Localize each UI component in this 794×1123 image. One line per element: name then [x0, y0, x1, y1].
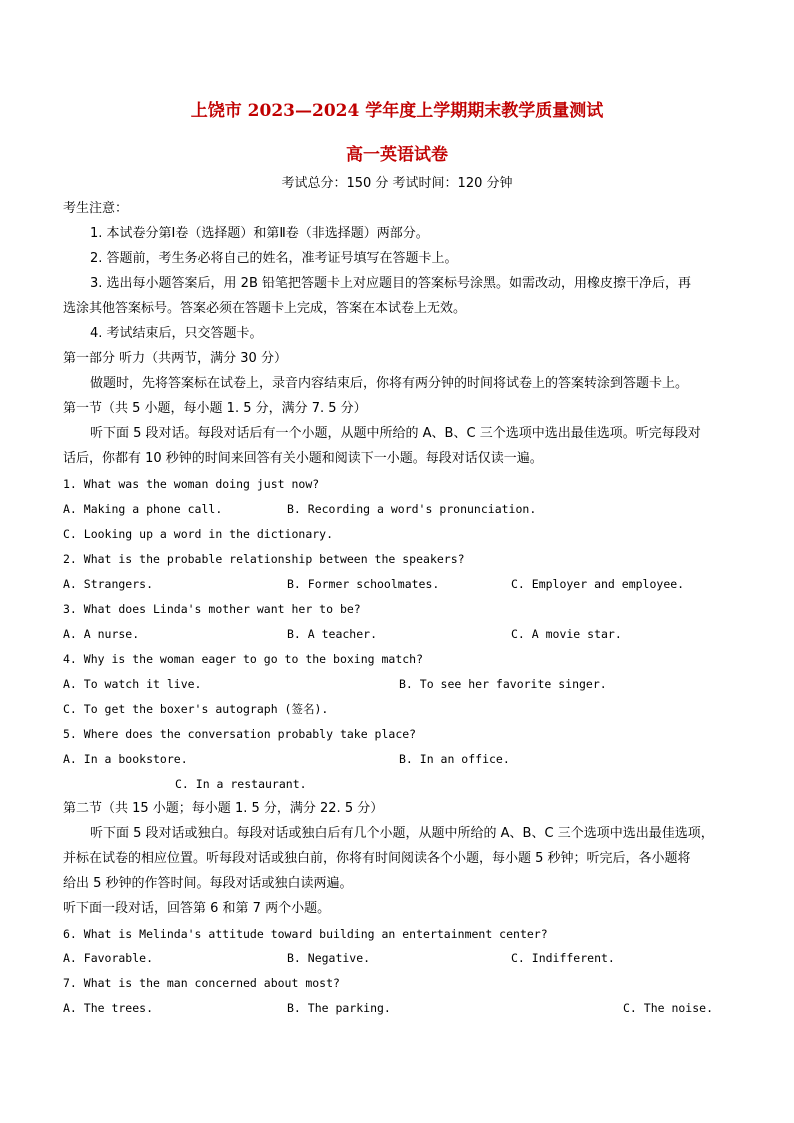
- notice-item: 1. 本试卷分第Ⅰ卷（选择题）和第Ⅱ卷（非选择题）两部分。: [90, 226, 429, 241]
- section2-instruction: 听下面 5 段对话或独白。每段对话或独白后有几个小题，从题中所给的 A、B、C 三个选项中选出最佳选项，: [90, 826, 714, 841]
- question-text: 3. What does Linda's mother want her to be?: [63, 602, 361, 616]
- question-text: 4. Why is the woman eager to go to the boxing match?: [63, 652, 424, 666]
- option-b: B. To see her favorite singer.: [399, 677, 607, 691]
- question-text: 1. What was the woman doing just now?: [63, 477, 320, 491]
- notice-item: 4. 考试结束后，只交答题卡。: [90, 326, 263, 341]
- section2-instruction: 并标在试卷的相应位置。听每段对话或独白前，你将有时间阅读各个小题，每小题 5 秒钟；听完后，各小题将: [63, 851, 691, 866]
- option-c: C. Employer and employee.: [511, 577, 685, 591]
- notice-item: 3. 选出每小题答案后，用 2B 铅笔把答题卡上对应题目的答案标号涂黑。如需改动，用橡皮擦干净后，再: [90, 276, 691, 291]
- option-c: C. In a restaurant.: [175, 777, 307, 791]
- question-text: 2. What is the probable relationship between the speakers?: [63, 552, 465, 566]
- part1-intro: 做题时，先将答案标在试卷上，录音内容结束后，你将有两分钟的时间将试卷上的答案转涂到答题卡上。: [90, 376, 689, 391]
- option-b: B. Recording a word's pronunciation.: [287, 502, 537, 516]
- question-text: 7. What is the man concerned about most?: [63, 976, 340, 990]
- notice-heading: 考生注意：: [63, 201, 129, 216]
- part1-heading: 第一部分 听力（共两节，满分 30 分）: [63, 351, 287, 366]
- option-c: C. To get the boxer's autograph (签名).: [63, 702, 329, 716]
- option-a: A. Favorable.: [63, 951, 154, 965]
- section2-heading: 第二节（共 15 小题；每小题 1. 5 分，满分 22. 5 分）: [63, 801, 384, 816]
- option-a: A. Making a phone call.: [63, 502, 223, 516]
- exam-subtitle: 高一英语试卷: [346, 145, 448, 165]
- option-b: B. Negative.: [287, 951, 371, 965]
- section2-instruction: 给出 5 秒钟的作答时间。每段对话或独白读两遍。: [63, 876, 353, 891]
- option-c: C. Looking up a word in the dictionary.: [63, 527, 334, 541]
- option-a: A. The trees.: [63, 1001, 154, 1015]
- option-c: C. The noise.: [623, 1001, 714, 1015]
- option-a: A. To watch it live.: [63, 677, 202, 691]
- option-b: B. A teacher.: [287, 627, 378, 641]
- option-b: B. The parking.: [287, 1001, 391, 1015]
- section1-instruction: 听下面 5 段对话。每段对话后有一个小题，从题中所给的 A、B、C 三个选项中选出最佳选项。听完每段对: [90, 426, 701, 441]
- option-a: A. Strangers.: [63, 577, 154, 591]
- option-a: A. In a bookstore.: [63, 752, 188, 766]
- notice-item: 2. 答题前，考生务必将自己的姓名，准考证号填写在答题卡上。: [90, 251, 458, 266]
- option-c: C. A movie star.: [511, 627, 622, 641]
- exam-title: 上饶市 2023—2024 学年度上学期期末教学质量测试: [190, 101, 604, 121]
- option-c: C. Indifferent.: [511, 951, 615, 965]
- question-text: 5. Where does the conversation probably take place?: [63, 727, 417, 741]
- question-text: 6. What is Melinda's attitude toward building an entertainment center?: [63, 927, 548, 941]
- exam-info: 考试总分：150 分 考试时间：120 分钟: [281, 176, 513, 191]
- section1-instruction: 话后，你都有 10 秒钟的时间来回答有关小题和阅读下一小题。每段对话仅读一遍。: [63, 451, 543, 466]
- option-b: B. In an office.: [399, 752, 510, 766]
- group-instruction: 听下面一段对话，回答第 6 和第 7 两个小题。: [63, 901, 331, 916]
- option-b: B. Former schoolmates.: [287, 577, 440, 591]
- section1-heading: 第一节（共 5 小题，每小题 1. 5 分，满分 7. 5 分）: [63, 401, 367, 416]
- option-a: A. A nurse.: [63, 627, 140, 641]
- notice-item: 选涂其他答案标号。答案必须在答题卡上完成，答案在本试卷上无效。: [63, 301, 467, 316]
